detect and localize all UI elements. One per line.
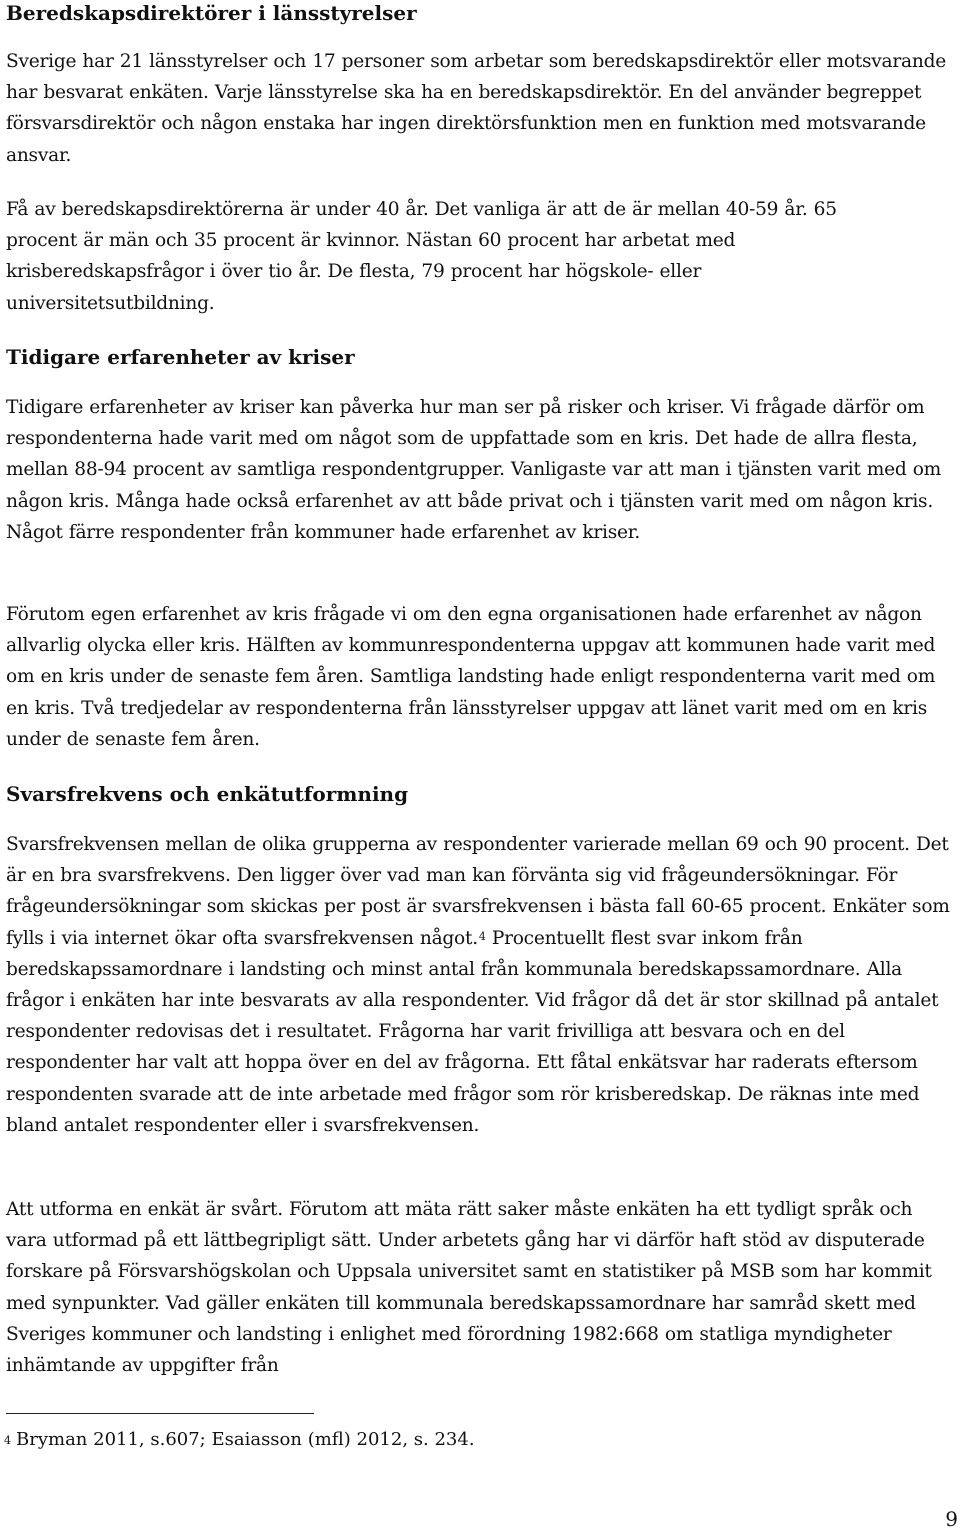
section-heading-beredskapsdirektorer: Beredskapsdirektörer i länsstyrelser (6, 1, 417, 25)
paragraph-erfarenheter-kriser: Tidigare erfarenheter av kriser kan påverka hur man ser på risker och kriser. Vi frågade därför om respondenterna hade varit med om något som de uppfattade som en kris. Det hade de allra flesta, mellan 88-94 procent av samtliga respondentgrupper. Vanligaste var att man i tjänsten varit med om någon kris. Många hade också erfarenhet av att både privat och i tjänsten varit med om någon kris. Något färre respondenter från kommuner hade erfarenhet av kriser. (6, 397, 942, 543)
paragraph-svarsfrekvens (6, 829, 956, 1141)
footnote-number: 4 (4, 1434, 11, 1447)
page-number: 9 (945, 1507, 958, 1531)
section-heading-tidigare-erfarenheter: Tidigare erfarenheter av kriser (6, 345, 355, 369)
paragraph-svarsfrekvens-part1: Svarsfrekvensen mellan de olika grupperna av respondenter varierade mellan 69 och 90 procent. Det är en bra svarsfrekvens. Den ligger över vad man kan förvänta sig vid frågeundersökningar. För frågeundersökningar som skickas per post är svarsfrekvensen i bästa fall 60-65 procent. Enkäter som fylls i via internet ökar ofta svarsfrekvensen något. (6, 834, 950, 949)
footnote-text: Bryman 2011, s.607; Esaiasson (mfl) 2012, s. 234. (16, 1429, 475, 1450)
paragraph-svarsfrekvens-part2: Procentuellt flest svar inkom från beredskapssamordnare i landsting och minst antal från kommunala beredskapssamordnare. Alla frågor i enkäten har inte besvarats av alla respondenter. Vid frågor då det är stor skillnad på antalet respondenter redovisas det i resultatet. Frågorna har varit frivilliga att besvara och en del respondenter har valt att hoppa över en del av frågorna. Ett fåtal enkätsvar har raderats eftersom respondenten svarade att de inte arbetade med frågor som rör krisberedskap. De räknas inte med bland antalet respondenter eller i svarsfrekvensen. (6, 927, 939, 1136)
section-heading-svarsfrekvens: Svarsfrekvens och enkätutformning (6, 782, 409, 806)
footnote-reference: 4 (478, 929, 486, 943)
paragraph-enkatutformning: Att utforma en enkät är svårt. Förutom att mäta rätt saker måste enkäten ha ett tydligt språk och vara utformad på ett lättbegripligt sätt. Under arbetets gång har vi därför haft stöd av disputerade forskare på Försvarshögskolan och Uppsala universitet samt en statistiker på MSB som har kommit med synpunkter. Vad gäller enkäten till kommunala beredskapssamordnare har samråd skett med Sveriges kommuner och landsting i enlighet med förordning 1982:668 om statliga myndigheter inhämtande av uppgifter från (6, 1199, 932, 1377)
paragraph-alder-kon: Få av beredskapsdirektörerna är under 40 år. Det vanliga är att de är mellan 40-59 år. 65 procent är män och 35 procent är kvinnor. Nästan 60 procent har arbetat med krisberedskapsfrågor i över tio år. De flesta, 79 procent har högskole- eller universitetsutbildning. (6, 199, 837, 314)
paragraph-organisation-erfarenhet: Förutom egen erfarenhet av kris frågade vi om den egna organisationen hade erfarenhet av någon allvarlig olycka eller kris. Hälften av kommunrespondenterna uppgav att kommunen hade varit med om en kris under de senaste fem åren. Samtliga landsting hade enligt respondenterna varit med om en kris. Två tredjedelar av respondenterna från länsstyrelser uppgav att länet varit med om en kris under de senaste fem åren. (6, 604, 936, 750)
paragraph-lansstyrelser-intro: Sverige har 21 länsstyrelser och 17 personer som arbetar som beredskapsdirektör eller motsvarande har besvarat enkäten. Varje länsstyrelse ska ha en beredskapsdirektör. En del använder begreppet försvarsdirektör och någon enstaka har ingen direktörsfunktion men en funktion med motsvarande ansvar. (6, 51, 946, 166)
footnote-separator (6, 1413, 314, 1414)
footnote (4, 1427, 475, 1453)
